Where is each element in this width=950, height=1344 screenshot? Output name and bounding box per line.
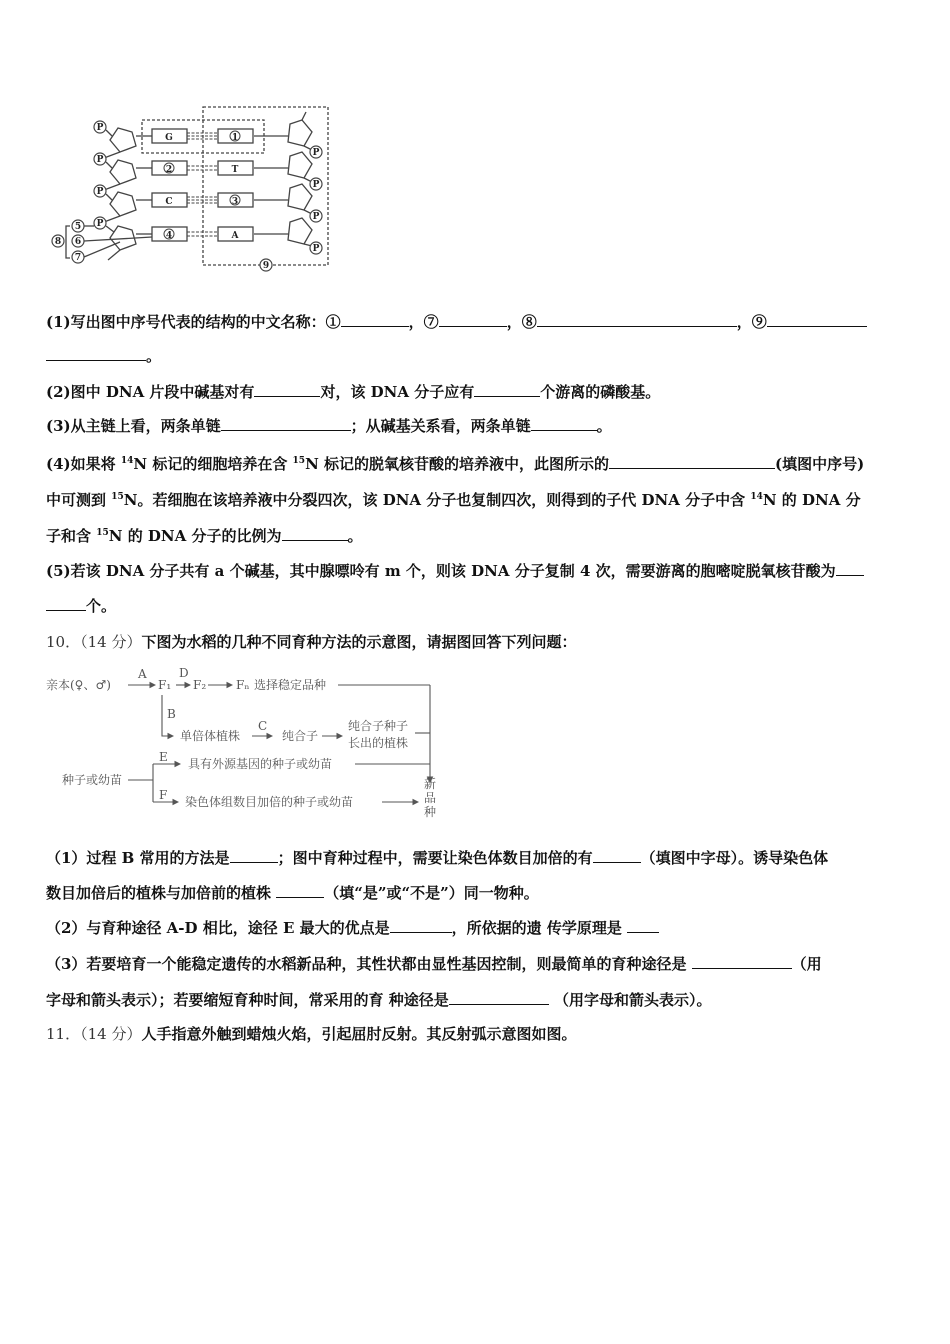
q9-part1-cont: 。 [46, 346, 161, 366]
q10-part3-cont: 字母和箭头表示）；若要缩短育种时间，常采用的育 种途径是 （用字母和箭头表示）。 [46, 991, 712, 1009]
q9-part4-line3: 子和含 $^{15}$N 的 DNA 分子的比例为 。 [46, 527, 363, 545]
answer-blank-cytosine-cont[interactable] [46, 596, 86, 611]
answer-blank-b-method[interactable] [230, 848, 278, 863]
node-select-stable: 选择稳定品种 [254, 678, 327, 692]
answer-blank-base-relation[interactable] [531, 416, 597, 431]
node-parents: 亲本(♀、♂) [46, 678, 111, 692]
svg-text:8: 8 [54, 237, 62, 247]
svg-text:种: 种 [424, 805, 437, 819]
q9-part4-line2: 中可测到 $^{15}$N。若细胞在该培养液中分裂四次，该 DNA 分子也复制四次，则得到的子代 DNA 分子中含 $^{14}$N 的 DNA 分 [46, 491, 861, 509]
answer-blank-principle[interactable] [627, 918, 659, 933]
q9-part2: (2)图中 DNA 片段中碱基对有 对，该 DNA 分子应有 个游离的磷酸基。 [46, 383, 661, 401]
node-homozygote: 纯合子 [282, 729, 319, 743]
answer-blank-backbone[interactable] [221, 416, 351, 431]
q10-part1: （1）过程 B 常用的方法是 ；图中育种过程中，需要让染色体数目加倍的有 （填图中字母）。诱导染色体 [46, 849, 829, 867]
svg-text:4: 4 [165, 231, 173, 241]
svg-text:A: A [138, 667, 147, 681]
answer-blank-same-species[interactable] [276, 883, 324, 898]
svg-text:P: P [96, 155, 104, 165]
svg-text:P: P [312, 244, 320, 254]
svg-text:P: P [96, 219, 104, 229]
svg-text:P: P [96, 187, 104, 197]
answer-blank-8[interactable] [537, 312, 737, 327]
answer-blank-doubling[interactable] [593, 848, 641, 863]
svg-text:2: 2 [165, 165, 173, 175]
q9-part4: (4)如果将 $^{14}$N 标记的细胞培养在含 $^{15}$N 标记的脱氧核苷酸的培养液中，此图所示的 (填图中序号) [46, 455, 865, 473]
q9-part1: (1)写出图中序号代表的结构的中文名称：① ，⑦ ，⑧ ，⑨ [46, 312, 867, 332]
answer-blank-cytosine[interactable] [836, 561, 864, 576]
svg-text:F₁: F₁ [158, 678, 172, 692]
node-foreign-gene: 具有外源基因的种子或幼苗 [188, 757, 333, 771]
q10-header: 10．（14 分）下图为水稻的几种不同育种方法的示意图，请据图回答下列问题： [46, 633, 577, 651]
answer-blank-7[interactable] [439, 312, 507, 327]
answer-blank-base-pairs[interactable] [254, 382, 320, 397]
svg-text:C: C [258, 719, 268, 733]
svg-text:E: E [159, 750, 168, 764]
node-seed: 种子或幼苗 [62, 773, 123, 787]
breeding-flow-diagram [40, 660, 450, 825]
svg-text:C: C [165, 197, 173, 207]
svg-text:Fₙ: Fₙ [236, 678, 250, 692]
answer-blank-1[interactable] [341, 312, 409, 327]
node-homo-plant-1: 纯合子种子 [348, 719, 409, 733]
answer-blank-n15-position[interactable] [609, 454, 775, 469]
svg-text:P: P [312, 212, 320, 222]
svg-text:5: 5 [74, 222, 82, 232]
svg-text:P: P [312, 180, 320, 190]
svg-text:6: 6 [74, 237, 82, 247]
answer-blank-9-cont[interactable] [46, 346, 146, 361]
answer-blank-phosphate[interactable] [474, 382, 540, 397]
node-haploid: 单倍体植株 [180, 729, 241, 743]
q10-part3: （3）若要培育一个能稳定遗传的水稻新品种，其性状都由显性基因控制，则最简单的育种途径是 （用 [46, 955, 822, 973]
svg-text:B: B [167, 707, 176, 721]
answer-blank-9[interactable] [767, 312, 867, 327]
svg-text:D: D [179, 666, 189, 680]
svg-text:F: F [159, 788, 168, 802]
svg-text:长出的植株: 长出的植株 [348, 736, 409, 750]
svg-text:A: A [231, 231, 239, 241]
dna-structure-figure [40, 100, 340, 280]
answer-blank-shortest-path[interactable] [449, 990, 549, 1005]
svg-text:P: P [312, 148, 320, 158]
svg-text:7: 7 [74, 253, 82, 263]
q9-part3: (3)从主链上看，两条单链 ；从碱基关系看，两条单链 。 [46, 417, 612, 435]
node-new-variety: 新 [424, 777, 437, 791]
svg-text:P: P [96, 123, 104, 133]
svg-text:T: T [231, 165, 239, 175]
svg-text:品: 品 [424, 791, 437, 805]
answer-blank-ratio[interactable] [282, 526, 348, 541]
q10-part2: （2）与育种途径 A-D 相比，途径 E 最大的优点是 ，所依据的遗 传学原理是 [46, 918, 659, 938]
svg-text:G: G [165, 133, 173, 143]
q9-part5: (5)若该 DNA 分子共有 a 个碱基，其中腺嘌呤有 m 个，则该 DNA 分子复制 4 次，需要游离的胞嘧啶脱氧核苷酸为 [46, 561, 864, 581]
q11-header: 11．（14 分）人手指意外触到蜡烛火焰，引起屈肘反射。其反射弧示意图如图。 [46, 1025, 577, 1043]
q10-part1-cont: 数目加倍后的植株与加倍前的植株 （填“是”或“不是”）同一物种。 [46, 884, 539, 902]
svg-text:1: 1 [231, 133, 239, 143]
svg-text:9: 9 [262, 261, 270, 271]
svg-text:3: 3 [231, 197, 239, 207]
node-polyploid: 染色体组数目加倍的种子或幼苗 [185, 795, 354, 809]
answer-blank-simplest-path[interactable] [692, 954, 792, 969]
svg-text:F₂: F₂ [193, 678, 207, 692]
q9-part5-cont: 个。 [46, 596, 116, 616]
answer-blank-advantage[interactable] [390, 918, 452, 933]
